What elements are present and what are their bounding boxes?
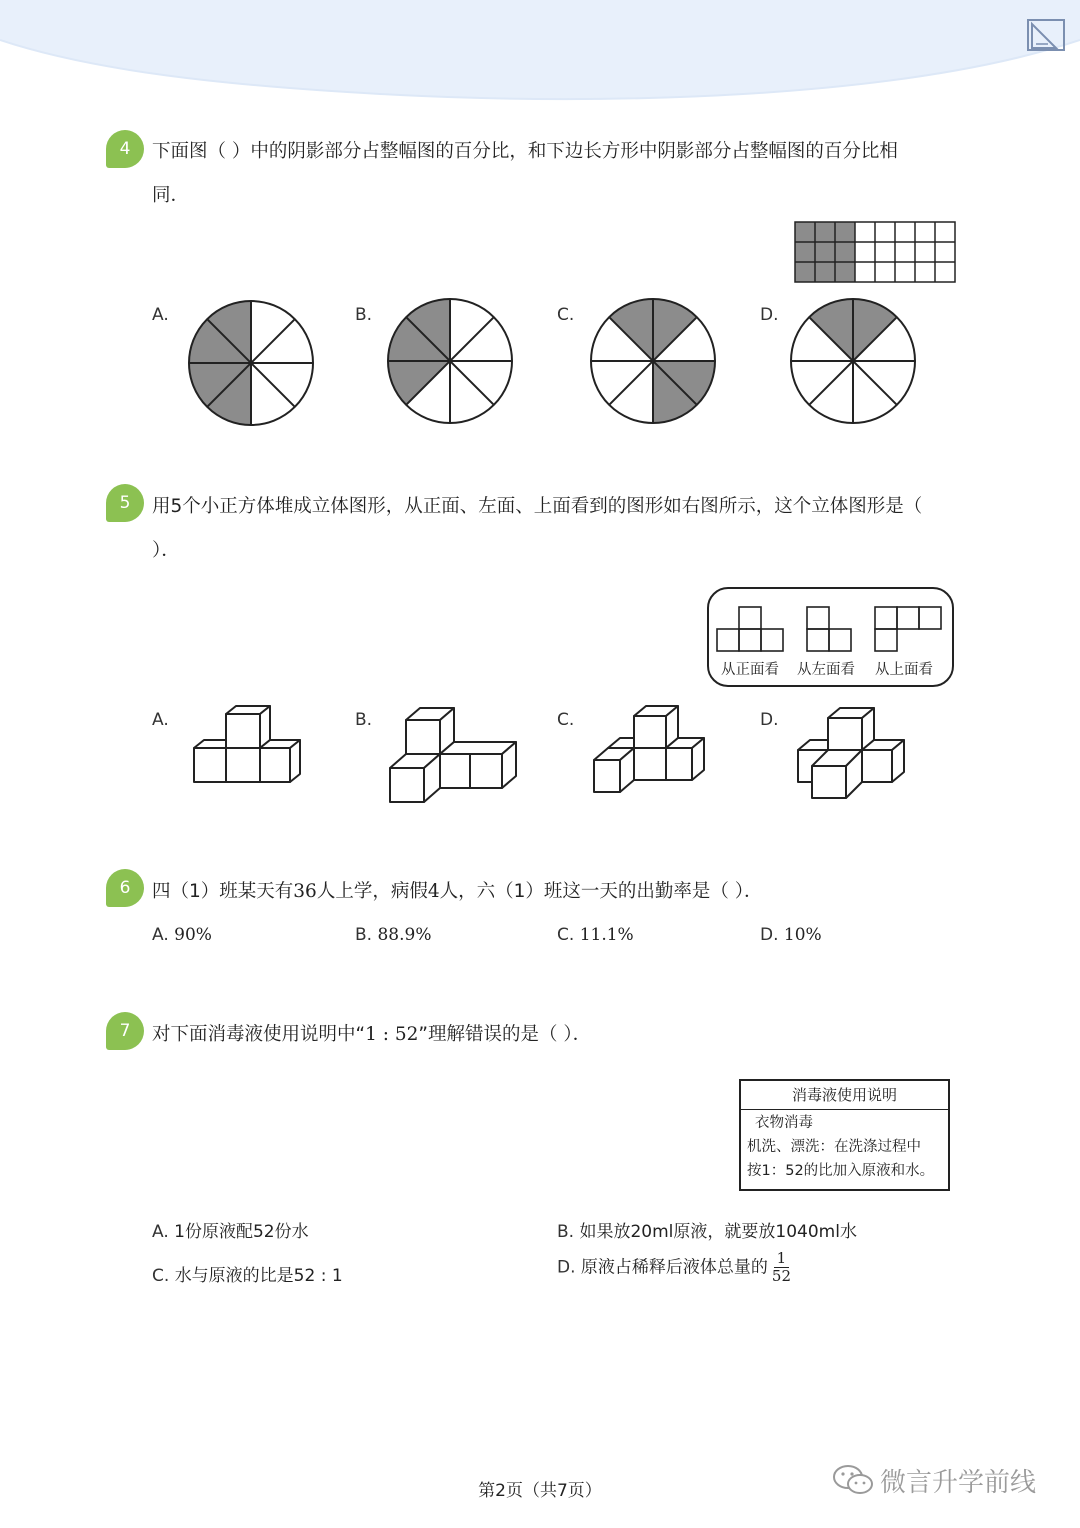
question-text-line2: ）． <box>152 540 180 561</box>
front-view-label: 从正面看 <box>721 662 779 678</box>
header-wave-background <box>0 0 1080 110</box>
ruler-triangle-icon <box>1026 18 1066 52</box>
option-value: 10% <box>783 925 822 945</box>
option-c-label[interactable]: C. <box>557 305 575 325</box>
option-a[interactable] <box>152 925 212 945</box>
option-text: 如果放20ml原液，就要放1040ml水 <box>579 1222 857 1242</box>
option-b[interactable] <box>557 1217 857 1242</box>
question-text-part: 四（1）班某天有 <box>152 881 294 902</box>
pie-option-c[interactable] <box>588 296 718 426</box>
question-text <box>152 1013 591 1057</box>
option-letter: D. <box>760 925 779 945</box>
pie-option-a[interactable] <box>186 298 316 428</box>
wechat-watermark <box>832 1460 1052 1500</box>
cube-stack-option-a[interactable] <box>190 704 306 786</box>
cube-stack-option-c[interactable] <box>590 704 710 794</box>
question-text-part: 人，六（1）班这一天的出勤率是（ ）． <box>439 881 763 902</box>
question-number-value: 36 <box>293 881 317 902</box>
option-c[interactable] <box>557 925 634 945</box>
option-value: 90% <box>174 925 212 945</box>
option-c[interactable] <box>152 1261 343 1286</box>
option-letter: C. <box>152 1266 170 1286</box>
option-text: 原液占稀释后液体总量的 <box>580 1257 768 1278</box>
question-text-part: 对下面消毒液使用说明中“ <box>152 1024 366 1045</box>
option-d-label[interactable]: D. <box>760 305 779 325</box>
fraction-numerator: 1 <box>774 1250 790 1268</box>
fraction <box>772 1250 791 1285</box>
option-d-label[interactable]: D. <box>760 710 779 730</box>
option-a-label[interactable]: A. <box>152 710 169 730</box>
notice-line: 衣物消毒 <box>755 1115 813 1131</box>
question-text-line1: 下面图（ ）中的阴影部分占整幅图的百分比，和下边长方形中阴影部分占整幅图的百分比相 <box>152 141 898 162</box>
option-text: 1份原液配52份水 <box>174 1222 309 1242</box>
question-ratio: 1 : 52 <box>365 1024 419 1045</box>
question-number-badge: 7 <box>106 1012 144 1050</box>
cube-stack-option-b[interactable] <box>386 704 521 806</box>
option-b-label[interactable]: B. <box>355 305 373 325</box>
notice-title: 消毒液使用说明 <box>741 1081 948 1110</box>
disinfectant-notice <box>739 1079 950 1191</box>
option-a-label[interactable]: A. <box>152 305 169 325</box>
question-text-part: 人上学，病假 <box>316 881 428 902</box>
left-view-label: 从左面看 <box>797 662 855 678</box>
question-text <box>152 870 763 914</box>
watermark-text: 微言升学前线 <box>880 1467 1037 1498</box>
question-number-badge: 6 <box>106 869 144 907</box>
pie-option-b[interactable] <box>385 296 515 426</box>
notice-line: 按1：52的比加入原液和水。 <box>747 1163 935 1179</box>
option-c-label[interactable]: C. <box>557 710 575 730</box>
question-text-line2: 同． <box>152 185 190 206</box>
question-number-badge: 5 <box>106 484 144 522</box>
question-number-badge: 4 <box>106 130 144 168</box>
option-letter: A. <box>152 925 169 945</box>
option-value: 11.1% <box>579 925 634 945</box>
option-text: 水与原液的比是52 : 1 <box>174 1266 343 1286</box>
option-letter: A. <box>152 1222 169 1242</box>
option-value: 88.9% <box>377 925 432 945</box>
shaded-rectangle-grid <box>794 221 956 283</box>
page-footer: 第2页（共7页） <box>478 1481 602 1501</box>
question-number-value: 4 <box>427 881 440 902</box>
fraction-denominator: 52 <box>771 1267 791 1285</box>
option-b[interactable] <box>355 925 432 945</box>
option-a[interactable] <box>152 1217 309 1242</box>
wechat-icon <box>832 1463 874 1497</box>
option-letter: B. <box>557 1222 575 1242</box>
option-d[interactable] <box>557 1250 791 1285</box>
top-view-label: 从上面看 <box>875 662 933 678</box>
option-letter: C. <box>557 925 575 945</box>
question-text-part: ”理解错误的是（ ）． <box>418 1024 592 1045</box>
option-b-label[interactable]: B. <box>355 710 373 730</box>
pie-option-d[interactable] <box>788 296 918 426</box>
notice-line: 机洗、漂洗：在洗涤过程中 <box>747 1139 921 1155</box>
question-text-line1: 用5个小正方体堆成立体图形，从正面、左面、上面看到的图形如右图所示，这个立体图形是（ <box>152 496 923 517</box>
option-letter: B. <box>355 925 373 945</box>
option-d[interactable] <box>760 925 822 945</box>
cube-stack-option-d[interactable] <box>794 704 910 802</box>
option-letter: D. <box>557 1257 576 1278</box>
